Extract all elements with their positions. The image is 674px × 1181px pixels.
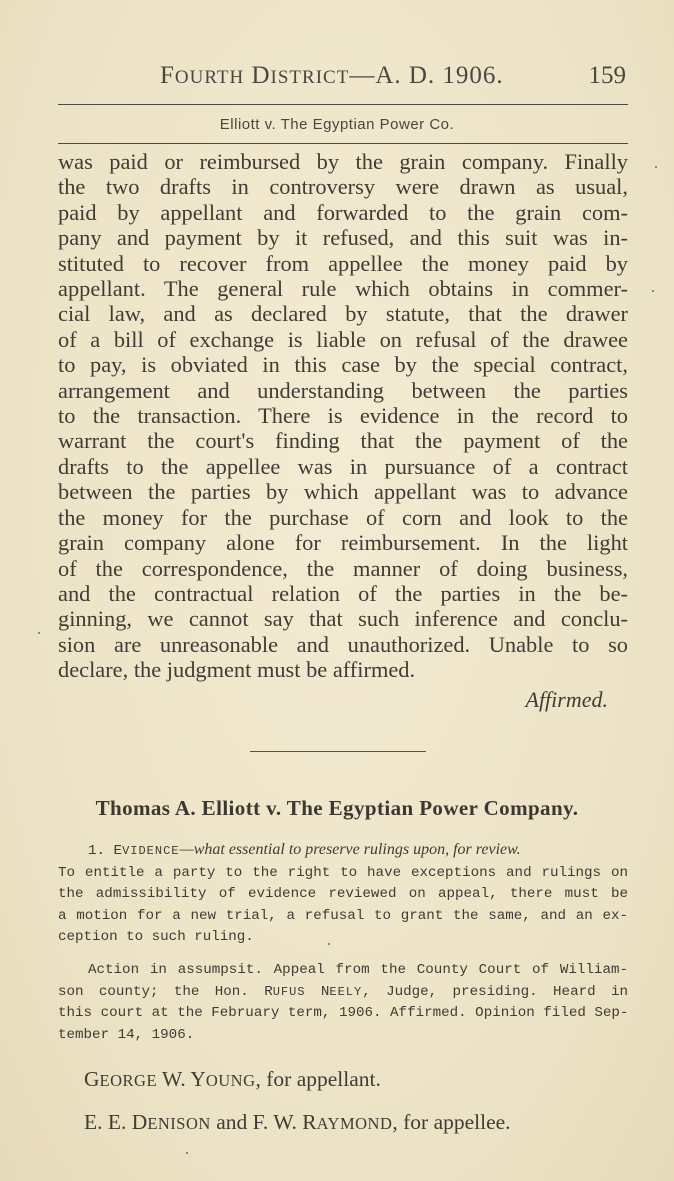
print-speck (186, 1152, 188, 1154)
body-line: and the contractual relation of the parties in the be- (58, 580, 628, 606)
counsel-role: , for appellee. (392, 1110, 511, 1134)
page-number: 159 (588, 62, 626, 89)
counsel-sc: OUNG (205, 1071, 256, 1090)
section-divider (250, 751, 426, 752)
running-head-sc-1: OURTH (174, 67, 245, 88)
counsel-cap: G (84, 1067, 100, 1091)
print-speck (652, 290, 654, 292)
counsel-sc: EORGE (99, 1071, 158, 1090)
body-line: drafts to the appellee was in pursuance of a contract (58, 453, 628, 479)
body-line: pany and payment by it refused, and this suit was in- (58, 225, 628, 251)
procedural-history (58, 960, 628, 1046)
syllabus-line: the admissibility of evidence reviewed on appeal, there must be (58, 886, 628, 902)
caption-rule (58, 143, 628, 144)
running-head-title (160, 62, 504, 90)
counsel-text: and F. W. (210, 1110, 303, 1134)
running-head-cap-1: F (160, 62, 175, 89)
judge-name-cap: R (264, 983, 273, 1000)
counsel-sc: AYMOND (316, 1114, 393, 1133)
counsel-text: W. (157, 1067, 191, 1091)
syllabus-heading (58, 839, 628, 863)
procedural-line (58, 982, 628, 1004)
body-line: the money for the purchase of corn and look to the (58, 504, 628, 530)
counsel-role: , for appellant. (255, 1067, 381, 1091)
opinion-body (58, 149, 628, 683)
body-line: between the parties by which appellant was to advance (58, 479, 628, 505)
body-line: cial law, and as declared by statute, that the drawer (58, 301, 628, 327)
judge-name-cap: N (320, 983, 330, 1000)
judge-name-sc: UFUS (272, 984, 306, 999)
counsel-appellee (84, 1110, 511, 1135)
header-rule (58, 104, 628, 105)
body-line: to the transaction. There is evidence in the record to (58, 403, 628, 429)
procedural-line: this court at the February term, 1906. Affirmed. Opinion filed Sep- (58, 1005, 629, 1021)
syllabus-line: ception to such ruling. (58, 929, 254, 945)
procedural-line: Action in assumpsit. Appeal from the County Court of William- (88, 962, 628, 978)
syllabus-line: To entitle a party to the right to have exceptions and rulings on (58, 864, 628, 881)
procedural-line: tember 14, 1906. (58, 1026, 195, 1043)
body-line: appellant. The general rule which obtains in commer- (58, 276, 628, 302)
counsel-cap: Y (190, 1067, 206, 1091)
case-title: Thomas A. Elliott v. The Egyptian Power Company. (95, 796, 579, 820)
body-line: sion are unreasonable and unauthorized. Unable to so (58, 631, 628, 657)
body-line: of the correspondence, the manner of doing business, (58, 555, 628, 581)
running-head (60, 62, 626, 98)
body-line: grain company alone for reimbursement. In the light (58, 530, 628, 556)
counsel-sc: ENISON (147, 1114, 211, 1133)
running-head-sc-2: ISTRICT (270, 67, 350, 88)
print-speck (655, 166, 657, 168)
affirmed-note: Affirmed. (525, 687, 608, 712)
body-line: paid by appellant and forwarded to the grain com- (58, 199, 628, 225)
print-speck (38, 632, 40, 634)
syllabus-topic-sc: VIDENCE (122, 844, 180, 858)
body-line: the two drafts in controversy were drawn as usual, (58, 174, 628, 200)
counsel-text: E. E. (84, 1110, 132, 1134)
body-line: stituted to recover from appellee the money paid by (58, 250, 628, 276)
body-line: was paid or reimbursed by the grain company. Finally (58, 149, 628, 174)
counsel-cap: R (302, 1110, 317, 1134)
syllabus-topic-cap: E (113, 843, 123, 859)
body-line: warrant the court's finding that the payment of the (58, 428, 628, 454)
body-line: of a bill of exchange is liable on refusal of the drawee (58, 326, 628, 352)
counsel-appellant (84, 1067, 381, 1092)
running-head-year: —A. D. 1906. (349, 62, 504, 89)
body-line: declare, the judgment must be affirmed. (58, 657, 416, 683)
case-caption: Elliott v. The Egyptian Power Co. (219, 116, 455, 133)
syllabus (58, 839, 628, 949)
body-line: ginning, we cannot say that such inference and conclu- (58, 606, 628, 632)
syllabus-topic-italic: —what essential to preserve rulings upon, for review. (179, 841, 521, 858)
counsel-cap: D (131, 1110, 148, 1134)
body-line: arrangement and understanding between the parties (58, 377, 628, 403)
print-speck (328, 943, 330, 945)
procedural-text: son county; the Hon. (58, 983, 265, 1000)
procedural-text: , Judge, presiding. Heard in (362, 983, 629, 1000)
syllabus-line: a motion for a new trial, a refusal to grant the same, and an ex- (58, 907, 628, 924)
running-head-cap-2: D (251, 62, 271, 89)
body-line: to pay, is obviated in this case by the special contract, (58, 352, 628, 378)
judge-name-sc: EELY (329, 984, 363, 999)
syllabus-number: 1. (88, 843, 106, 859)
